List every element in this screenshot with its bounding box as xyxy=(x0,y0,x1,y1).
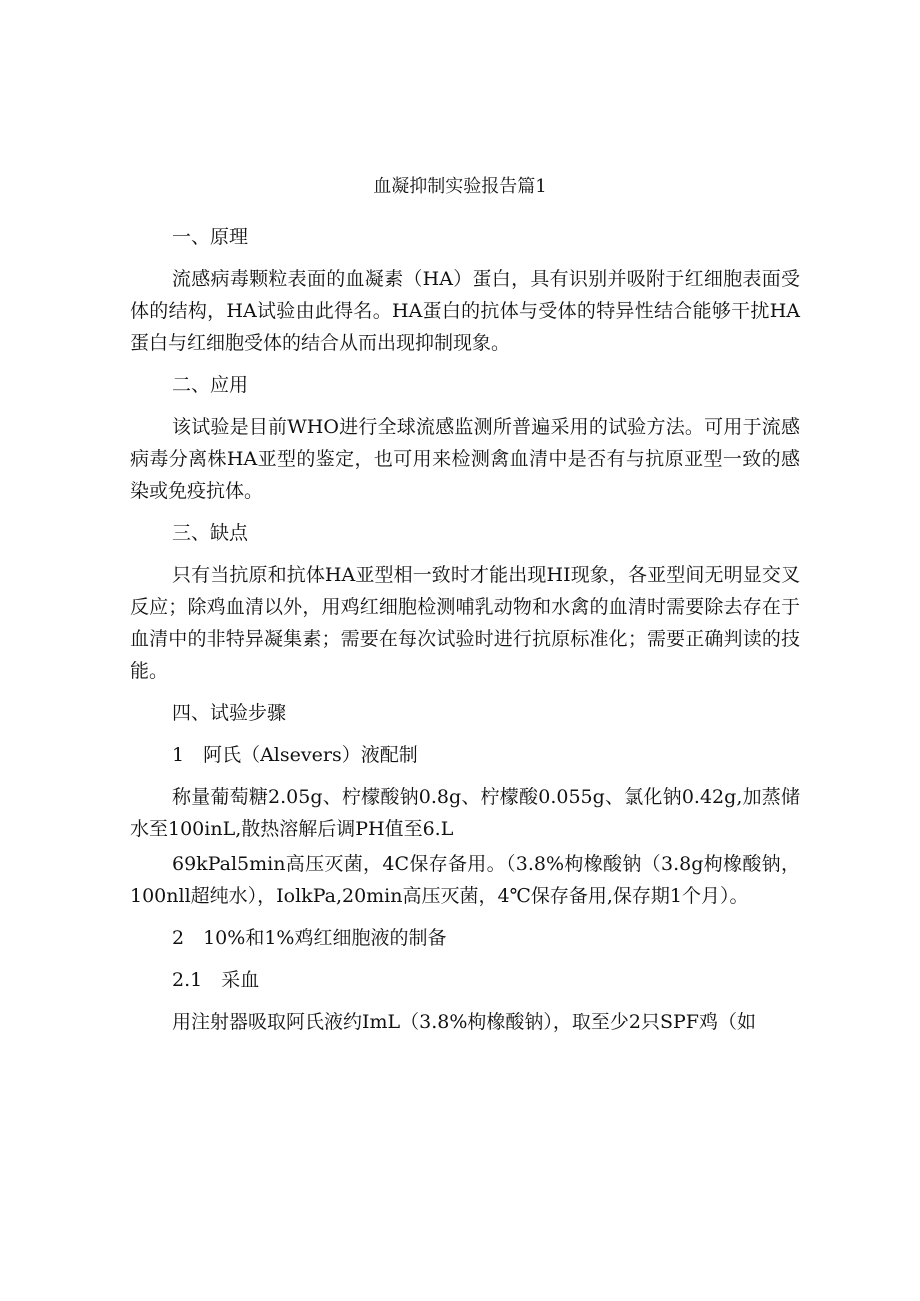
section-heading-procedure: 四、试验步骤 xyxy=(172,702,287,724)
page-title: 血凝抑制实验报告篇1 xyxy=(373,176,547,197)
paragraph-principle: 流感病毒颗粒表面的血凝素（HA）蛋白，具有识别并吸附于红细胞表面受体的结构，HA试验由此得名。HA蛋白的抗体与受体的特异性结合能够干扰HA蛋白与红细胞受体的结合从而出现抑制现象。 xyxy=(130,268,800,354)
paragraph-blood-collection: 用注射器吸取阿氏液约ImL（3.8%枸橡酸钠），取至少2只SPF鸡（如 xyxy=(172,1011,756,1033)
section-heading-principle: 一、原理 xyxy=(172,226,249,248)
document-body xyxy=(130,221,800,1048)
paragraph-drawbacks: 只有当抗原和抗体HA亚型相一致时才能出现HI现象，各亚型间无明显交叉反应；除鸡血清以外，用鸡红细胞检测哺乳动物和水禽的血清时需要除去存在于血清中的非特异凝集素；需要在每次试验时进行抗原标准化；需要正确判读的技能。 xyxy=(130,564,800,682)
section-heading-drawbacks: 三、缺点 xyxy=(172,522,249,544)
step-heading-rbc-prep: 2 10%和1%鸡红细胞液的制备 xyxy=(172,927,447,949)
paragraph-alsevers-sterilize: 69kPal5min高压灭菌，4C保存备用。（3.8%枸橡酸钠（3.8g枸橡酸钠，100nll超纯水），IolkPa,20min高压灭菌，4℃保存备用,保存期1个月）。 xyxy=(130,853,800,907)
paragraph-application: 该试验是目前WHO进行全球流感监测所普遍采用的试验方法。可用于流感病毒分离株HA亚型的鉴定，也可用来检测禽血清中是否有与抗原亚型一致的感染或免疫抗体。 xyxy=(130,416,800,502)
paragraph-alsevers-recipe: 称量葡萄糖2.05g、柠檬酸钠0.8g、柠檬酸0.055g、氯化钠0.42g,加蒸储水至100inL,散热溶解后调PH值至6.L xyxy=(130,786,800,840)
step-heading-alsevers: 1 阿氏（Alsevers）液配制 xyxy=(172,744,418,766)
step-heading-blood-collection: 2.1 采血 xyxy=(172,969,260,991)
section-heading-application: 二、应用 xyxy=(172,374,249,396)
